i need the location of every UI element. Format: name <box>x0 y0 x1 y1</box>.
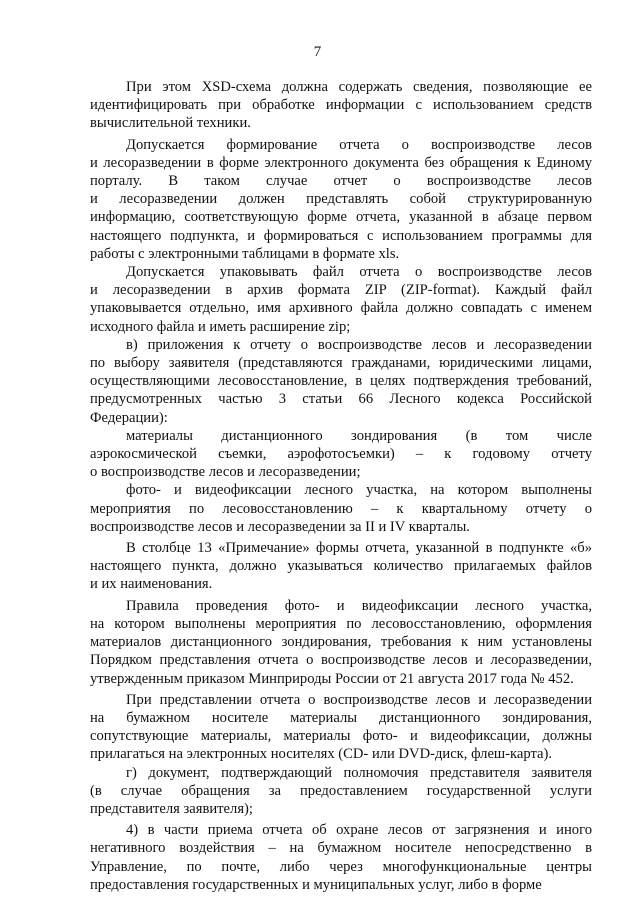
text-line: Управление, по почте, либо через многофункциональные центры <box>90 858 592 875</box>
text-line: в) приложения к отчету о воспроизводстве лесов и лесоразведении <box>126 336 592 353</box>
text-line: о воспроизводстве лесов и лесоразведении; <box>90 464 361 481</box>
paragraph <box>90 481 592 536</box>
text-line: исходного файла и иметь расширение zip; <box>90 318 351 335</box>
document-body <box>90 78 592 894</box>
text-line: Правила проведения фото- и видеофиксации лесного участка, <box>126 597 592 614</box>
text-line: аэрокосмической съемки, аэрофотосъемки) – к годовому отчету <box>90 446 592 463</box>
text-line: Порядком представления отчета о воспроизводстве лесов и лесоразведении, <box>90 652 592 669</box>
text-line: и лесоразведении в архив формата ZIP (ZIP-format). Каждый файл <box>90 282 592 299</box>
text-line: настоящего пункта, должно указываться количество прилагаемых файлов <box>90 558 592 575</box>
text-line: информацию, соответствующую форме отчета, указанной в абзаце первом <box>90 209 592 226</box>
text-line: 4) в части приема отчета об охране лесов от загрязнения и иного <box>126 822 592 839</box>
paragraph <box>90 78 592 133</box>
text-line: Федерации): <box>90 409 168 426</box>
text-line: воспроизводстве лесов и лесоразведении за II и IV кварталы. <box>90 518 470 535</box>
text-line: и их наименования. <box>90 576 213 593</box>
text-line: на котором выполнены мероприятия по лесовосстановлению, оформления <box>90 615 592 632</box>
paragraph <box>90 427 592 482</box>
paragraph <box>90 263 592 336</box>
text-line: В столбце 13 «Примечание» формы отчета, указанной в подпункте «б» <box>126 540 592 557</box>
text-line: настоящего подпункта, и формироваться с использованием программы для <box>90 227 592 244</box>
text-line: материалы дистанционного зондирования (в том числе <box>126 427 592 444</box>
text-line: При представлении отчета о воспроизводстве лесов и лесоразведении <box>126 691 592 708</box>
text-line: порталу. В таком случае отчет о воспроизводстве лесов <box>90 173 592 190</box>
text-line: осуществляющими лесовосстановление, в целях подтверждения требований, <box>90 373 592 390</box>
text-line: г) документ, подтверждающий полномочия представителя заявителя <box>126 764 592 781</box>
text-line: фото- и видеофиксации лесного участка, на котором выполнены <box>126 482 592 499</box>
text-line: материалов дистанционного зондирования, требования к ним установлены <box>90 634 592 651</box>
text-line: и лесоразведении в форме электронного документа без обращения к Единому <box>90 154 592 171</box>
text-line: на бумажном носителе материалы дистанционного зондирования, <box>90 709 592 726</box>
text-line: При этом XSD-схема должна содержать сведения, позволяющие ее <box>126 79 592 95</box>
paragraph <box>90 539 592 594</box>
paragraph <box>90 136 592 263</box>
text-line: предоставления государственных и муниципальных услуг, либо в форме <box>90 876 542 893</box>
text-line: утвержденным приказом Минприроды России от 21 августа 2017 года № 452. <box>90 670 574 687</box>
text-line: по выбору заявителя (представляются гражданами, юридическими лицами, <box>90 355 592 372</box>
paragraph <box>90 336 592 427</box>
text-line: и лесоразведении должен представлять собой структурированную <box>90 191 592 208</box>
paragraph <box>90 597 592 688</box>
text-line: сопутствующие материалы, материалы фото- и видеофиксации, должны <box>90 728 592 745</box>
paragraph <box>90 691 592 764</box>
text-line: прилагаться на электронных носителях (CD- или DVD-диск, флеш-карта). <box>90 746 553 763</box>
text-line: негативного воздействия – на бумажном носителе непосредственно в <box>90 840 592 857</box>
text-line: Допускается формирование отчета о воспроизводстве лесов <box>126 136 592 153</box>
paragraph <box>90 764 592 819</box>
text-line: работы с электронными таблицами в формате xls. <box>90 245 400 262</box>
text-line: (в случае обращения за предоставлением государственной услуги <box>90 782 592 799</box>
text-line: идентифицировать при обработке информации с использованием средств <box>90 97 592 114</box>
text-line: вычислительной техники. <box>90 115 251 132</box>
text-line: мероприятия по лесовосстановлению – к квартальному отчету о <box>90 500 592 517</box>
text-line: Допускается упаковывать файл отчета о воспроизводстве лесов <box>126 264 592 281</box>
paragraph <box>90 821 592 894</box>
text-line: упаковывается отдельно, имя архивного файла должно совпадать с именем <box>90 300 592 317</box>
text-line: представителя заявителя); <box>90 800 253 817</box>
page-number: 7 <box>313 44 322 60</box>
text-line: предусмотренных частью 3 статьи 66 Лесного кодекса Российской <box>90 391 592 408</box>
